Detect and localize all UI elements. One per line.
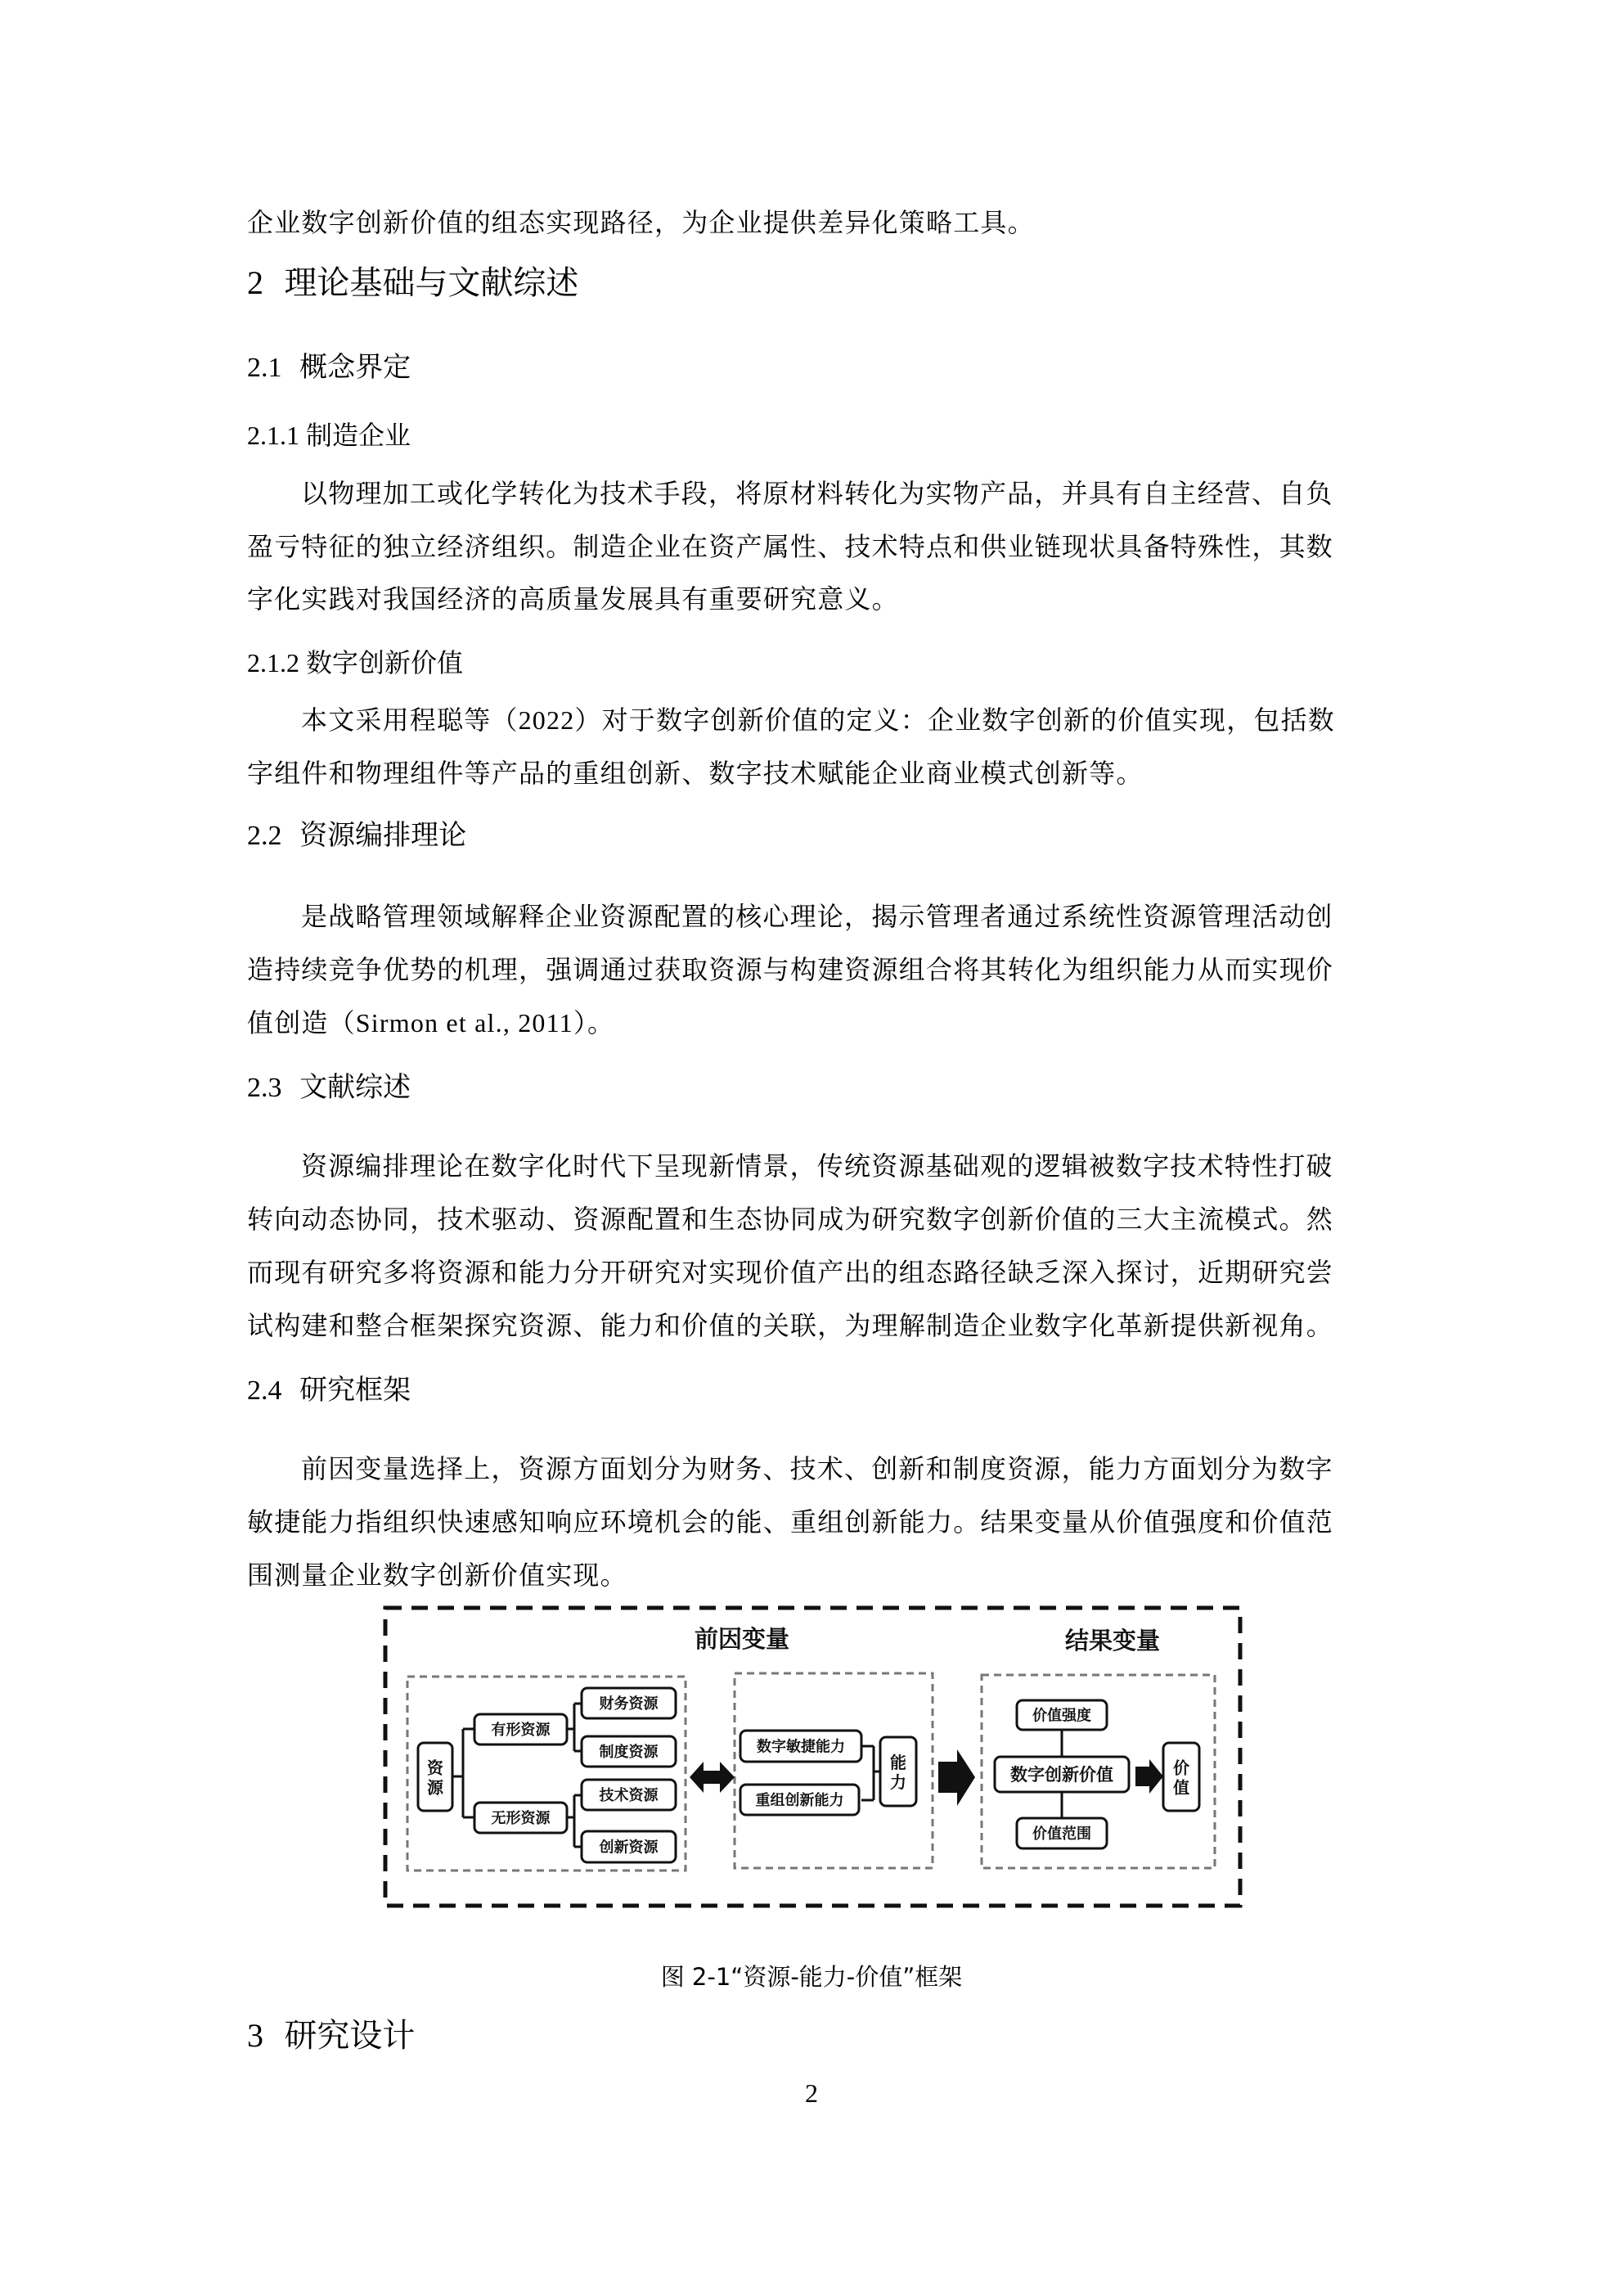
figure-caption: 图 2-1“资源-能力-价值”框架 [660, 1963, 963, 1991]
node-value [1163, 1743, 1199, 1811]
node-digital-agility-label: 数字敏捷能力 [757, 1738, 845, 1756]
subsection-number: 2.1 [247, 353, 282, 383]
section-title: 研究设计 [284, 2017, 416, 2055]
section-number: 2 [247, 264, 263, 301]
node-innovation-resources [582, 1831, 676, 1862]
node-resource [418, 1743, 452, 1811]
page-number: 2 [805, 2078, 818, 2108]
node-resource-label-char: 资 [427, 1758, 443, 1778]
subsection-heading-2-2 [247, 819, 467, 852]
node-institutional-resources [582, 1736, 676, 1767]
node-value-scope-label: 价值范围 [1032, 1825, 1091, 1843]
node-technical-resources [582, 1780, 676, 1810]
node-capability [880, 1737, 916, 1806]
paragraph-line: 字化实践对我国经济的高质量发展具有重要研究意义。 [247, 584, 899, 614]
paragraph-line: 字组件和物理组件等产品的重组创新、数字技术赋能企业商业模式创新等。 [247, 759, 1144, 788]
bidirectional-arrow-icon [690, 1762, 735, 1793]
node-recombinant-innovation-label: 重组创新能力 [755, 1791, 844, 1809]
subsection-title: 文献综述 [299, 1071, 411, 1104]
node-value-intensity [1017, 1700, 1107, 1730]
node-tangible-resources-label: 有形资源 [491, 1721, 551, 1739]
subsubsection-title: 数字创新价值 [306, 648, 464, 678]
paragraph-line: 本文采用程聪等（2022）对于数字创新价值的定义：企业数字创新的价值实现，包括数 [301, 705, 1336, 735]
subsection-title: 资源编排理论 [299, 819, 467, 852]
outcome-title: 结果变量 [1064, 1627, 1161, 1654]
paragraph-line: 企业数字创新价值的组态实现路径，为企业提供差异化策略工具。 [247, 208, 1035, 237]
node-innovation-resources-label: 创新资源 [599, 1839, 659, 1857]
paragraph-line: 转向动态协同，技术驱动、资源配置和生态协同成为研究数字创新价值的三大主流模式。然 [247, 1204, 1334, 1234]
subsection-number: 2.3 [247, 1073, 282, 1103]
paragraph-line: 盈亏特征的独立经济组织。制造企业在资产属性、技术特点和供业链现状具备特殊性，其数 [247, 532, 1334, 561]
node-value-label-char: 价 [1173, 1758, 1189, 1778]
paragraph-line: 而现有研究多将资源和能力分开研究对实现价值产出的组态路径缺乏深入探讨，近期研究尝 [247, 1258, 1334, 1287]
paragraph-line: 围测量企业数字创新价值实现。 [247, 1560, 627, 1590]
node-intangible-resources [474, 1803, 567, 1833]
subsection-number: 2.2 [247, 821, 282, 851]
paragraph-line: 敏捷能力指组织快速感知响应环境机会的能、重组创新能力。结果变量从价值强度和价值范 [247, 1507, 1334, 1537]
node-value-label-char: 值 [1173, 1777, 1189, 1798]
subsection-title: 研究框架 [299, 1374, 411, 1407]
section-heading-2 [247, 264, 579, 302]
subsection-heading-2-3 [247, 1071, 411, 1104]
paragraph-line: 值创造（Sirmon et al., 2011）。 [247, 1008, 615, 1038]
node-financial-resources-label: 财务资源 [599, 1695, 659, 1713]
node-technical-resources-label: 技术资源 [599, 1786, 659, 1804]
node-value-intensity-label: 价值强度 [1032, 1707, 1091, 1725]
subsubsection-number: 2.1.2 [247, 648, 299, 678]
subsection-heading-2-4 [247, 1376, 411, 1405]
node-institutional-resources-label: 制度资源 [599, 1743, 659, 1761]
paragraph-line: 以物理加工或化学转化为技术手段，将原材料转化为实物产品，并具有自主经营、自负 [301, 479, 1333, 508]
subsection-heading-2-1 [247, 353, 411, 382]
antecedent-title: 前因变量 [694, 1625, 790, 1653]
node-intangible-resources-label: 无形资源 [491, 1809, 551, 1827]
section-number: 3 [247, 2017, 263, 2054]
paragraph-line: 试构建和整合框架探究资源、能力和价值的关联，为理解制造企业数字化革新提供新视角。 [247, 1311, 1334, 1340]
right-arrow-icon [938, 1749, 975, 1806]
section-title: 理论基础与文献综述 [284, 264, 579, 302]
node-digital-innovation-value-label: 数字创新价值 [1010, 1765, 1113, 1785]
subsubsection-heading-2-1-2 [247, 650, 463, 676]
node-recombinant-innovation [740, 1785, 859, 1815]
node-digital-agility [740, 1731, 861, 1762]
subsubsection-heading-2-1-1 [247, 422, 411, 448]
subsection-title: 概念界定 [299, 351, 411, 384]
subsection-number: 2.4 [247, 1375, 282, 1406]
right-arrow-icon [1135, 1759, 1163, 1794]
node-capability-label-char: 力 [890, 1772, 906, 1792]
section-heading-3 [247, 2017, 416, 2055]
node-tangible-resources [474, 1714, 567, 1745]
node-capability-label-char: 能 [890, 1753, 906, 1772]
paragraph-line: 是战略管理领域解释企业资源配置的核心理论，揭示管理者通过系统性资源管理活动创 [301, 902, 1333, 931]
subsubsection-number: 2.1.1 [247, 421, 299, 450]
resource-capability-value-diagram [376, 1600, 1252, 1915]
node-financial-resources [582, 1688, 676, 1718]
paragraph-line: 造持续竞争优势的机理，强调通过获取资源与构建资源组合将其转化为组织能力从而实现价 [247, 955, 1334, 984]
node-value-scope [1017, 1818, 1107, 1848]
paragraph-line: 资源编排理论在数字化时代下呈现新情景，传统资源基础观的逻辑被数字技术特性打破 [301, 1151, 1333, 1181]
subsubsection-title: 制造企业 [306, 421, 411, 450]
node-resource-label-char: 源 [427, 1777, 443, 1798]
paragraph-line: 前因变量选择上，资源方面划分为财务、技术、创新和制度资源，能力方面划分为数字 [301, 1454, 1333, 1483]
node-digital-innovation-value [995, 1757, 1129, 1792]
